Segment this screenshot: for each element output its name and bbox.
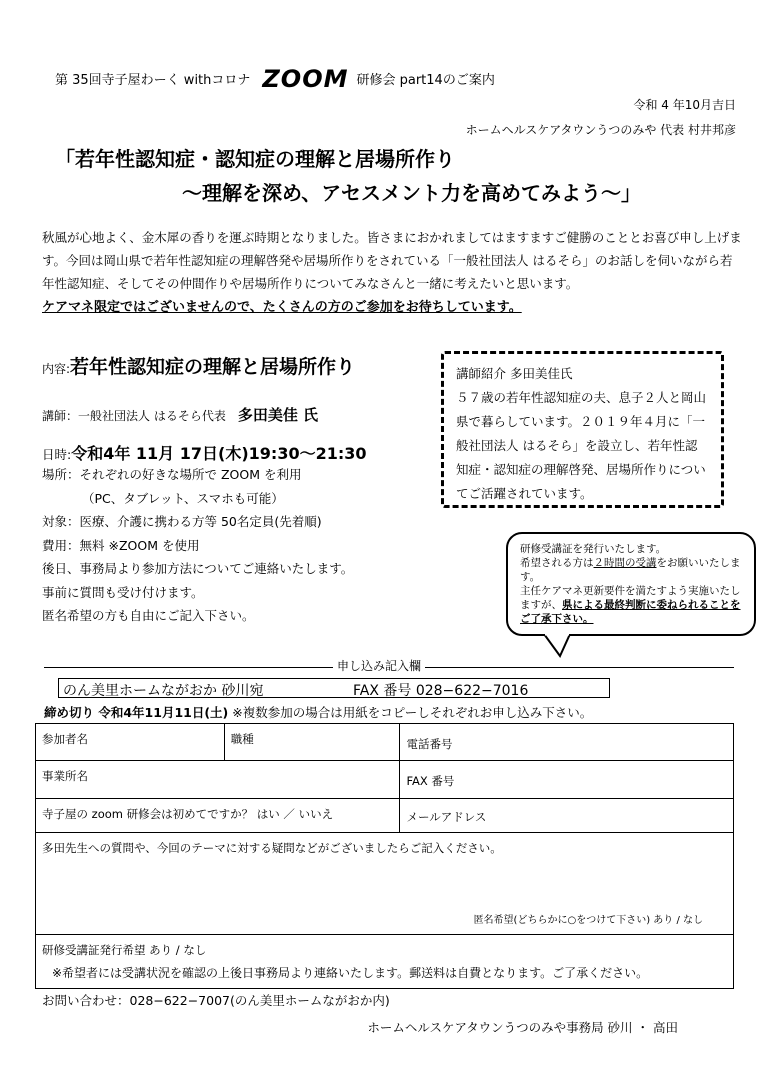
event-datetime: [42, 441, 367, 464]
certificate-line-1: 研修受講証を発行いたします。: [520, 543, 667, 555]
job-field[interactable]: [224, 724, 400, 761]
event-lecturer: [42, 404, 318, 425]
intro-highlight: ケアマネ限定ではございませんので、たくさんの方のご参加をお待ちしています。: [42, 300, 522, 315]
deadline-date: 締め切り 令和4年11月11日(土): [44, 705, 229, 720]
questions-text: 事前に質問も受け付けます。: [42, 584, 204, 600]
certificate-callout: [506, 532, 756, 636]
office-label: 事業所名: [42, 769, 88, 783]
lecturer-name: 多田美佳 氏: [237, 406, 319, 424]
first-time-field[interactable]: [36, 799, 400, 833]
profile-heading: 講師紹介 多田美佳氏: [456, 366, 573, 381]
contact-info: お問い合わせ：028−622−7007(のん美里ホームながおか内): [42, 993, 390, 1008]
certificate-text: 希望される方は: [520, 557, 594, 569]
section-label: 申し込み記入欄: [333, 657, 425, 674]
certificate-text: 主任ケアマネ更新要件を満たすよう実施いたしますが、: [520, 585, 741, 611]
send-to: のん美里ホームながおか 砂川宛: [63, 683, 264, 699]
certificate-text: をお願いいたします。: [520, 557, 741, 583]
organizer: ホームヘルスケアタウンうつのみや 代表 村井邦彦: [465, 123, 736, 137]
certificate-wish-note: ※希望者には受講状況を確認の上後日事務局より連絡いたします。郵送料は自費となります。ご了承ください。: [52, 966, 649, 980]
certificate-wish-field[interactable]: [36, 935, 734, 989]
target-text: 対象：医療、介護に携わる方等 50名定員(先着順): [42, 514, 322, 529]
zoom-logo-text: ZOOM: [262, 65, 349, 93]
intro-text: [42, 226, 742, 319]
certificate-line-3: [520, 584, 744, 626]
header-prefix: 第 35回寺子屋わーく withコロナ: [55, 73, 251, 88]
email-field[interactable]: [400, 799, 734, 833]
fax-field[interactable]: [400, 761, 734, 799]
certificate-underline: ２時間の受講: [593, 557, 657, 569]
first-time-label: 寺子屋の zoom 研修会は初めてですか？ はい ／ いいえ: [42, 807, 334, 821]
office-field[interactable]: [36, 761, 400, 799]
application-form: [35, 723, 734, 989]
datetime-label: 日時:: [42, 447, 72, 462]
deadline-note: ※複数参加の場合は用紙をコピーしそれぞれお申し込み下さい。: [228, 705, 593, 720]
job-label: 職種: [230, 732, 254, 746]
title-line-2: 〜理解を深め、アセスメント力を高めてみよう〜」: [182, 181, 641, 205]
certificate-line-2: [520, 556, 744, 584]
questions-label: 多田先生への質問や、今回のテーマに対する疑問などがございましたらご記入ください。: [42, 841, 502, 855]
later-text: 後日、事務局より参加方法についてご連絡いたします。: [42, 561, 354, 576]
deadline-line: [44, 703, 592, 721]
phone-label: 電話番号: [406, 737, 453, 751]
certificate-underline: 県による最終判断に委ねられることをご了承下さい。: [520, 599, 741, 625]
lecturer-profile-box: [441, 351, 724, 508]
event-content: [42, 352, 355, 379]
anonymous-hint: 匿名希望(どちらかに○をつけて下さい) あり / なし: [473, 915, 703, 926]
content-label: 内容:: [42, 362, 71, 376]
header-suffix: 研修会 part14のご案内: [356, 73, 495, 88]
place-text: 場所：それぞれの好きな場所で ZOOM を利用: [42, 467, 302, 482]
content-title: 若年性認知症の理解と居場所作り: [70, 356, 356, 378]
devices-text: （PC、タブレット、スマホも可能）: [82, 490, 284, 506]
participant-field[interactable]: [36, 724, 225, 761]
fax-number: FAX 番号 028−622−7016: [353, 683, 529, 699]
intro-paragraph: 秋風が心地よく、金木犀の香りを運ぶ時期となりました。皆さまにおかれましてはますますご健勝のこととお喜び申し上げます。今回は岡山県で若年性認知症の理解啓発や居場所作りをされている「一般社団法人 はるそら」のお話しを伺いながら若年性認知症、そしてその仲間作りや居場所作りについてみなさんと一緒に考えたいと思います。: [42, 230, 742, 291]
email-label: メールアドレス: [406, 810, 487, 824]
header-line: [55, 62, 495, 93]
callout-tail: [540, 634, 580, 658]
fax-field-label: FAX 番号: [406, 774, 455, 788]
fax-destination-box: [58, 678, 610, 698]
anonymous-text: 匿名希望の方も自由にご記入下さい。: [42, 608, 255, 623]
event-details: [42, 463, 353, 628]
title-line-1: 「若年性認知症・認知症の理解と居場所作り: [55, 147, 455, 171]
certificate-wish-label: 研修受講証発行希望 あり / なし: [42, 943, 207, 957]
issue-date: 令和 4 年10月吉日: [633, 98, 736, 112]
phone-field[interactable]: [400, 724, 734, 761]
fee-text: 費用：無料 ※ZOOM を使用: [42, 537, 200, 553]
questions-field[interactable]: [36, 833, 734, 935]
lecturer-label: 講師：一般社団法人 はるそら代表: [42, 409, 226, 423]
profile-body: ５７歳の若年性認知症の夫、息子２人と岡山県で暮らしています。２０１９年４月に「一般社団法人 はるそら」を設立し、若年性認知症・認知症の理解啓発、居場所作りについてご活躍されています。: [456, 390, 707, 501]
office-info: ホームヘルスケアタウンうつのみや事務局 砂川 ・ 高田: [367, 1020, 678, 1035]
participant-label: 参加者名: [42, 732, 88, 746]
datetime-value: 令和4年 11月 17日(木)19:30〜21:30: [71, 444, 367, 463]
